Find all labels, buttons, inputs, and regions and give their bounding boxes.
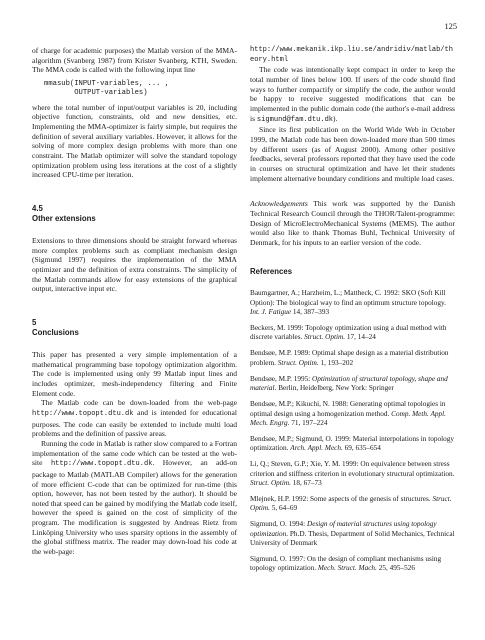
reference-source: Mech. Struct. Mach. bbox=[317, 564, 377, 573]
references-heading: References bbox=[250, 267, 293, 277]
reference-text: Baumgartner, A.; Harzheim, L.; Mattheck, C. 1992: SKO (Soft Kill Option): The biological way to find an optimum structure topology. bbox=[250, 289, 446, 307]
paragraph-conclusions: This paper has presented a very simple implementation of a mathematical programming base topology optimization algorithm. The code is implemented using only 99 Matlab input lines and includes optimizer, mesh-independency filtering and Finite Element code. bbox=[32, 349, 237, 398]
reference-text: Bendsøe, M.P. 1989: Optimal shape design as a material distribution problem. bbox=[250, 349, 449, 367]
left-column bbox=[32, 46, 237, 557]
paragraph-mma-intro: of charge for academic purposes) the Matlab version of the MMA-algorithm (Svanberg 1987) from Krister Svanberg, KTH, Sweden. The MMA code is called with the following input line bbox=[32, 46, 237, 75]
reference-text: Bendsøe, M.P.; Kikuchi, N. 1988: Generating optimal topologies in optimal design using a homogenization method. bbox=[250, 400, 446, 418]
paragraph-download bbox=[32, 398, 237, 439]
section-heading-5 bbox=[32, 318, 237, 338]
text: The Matlab code can be down-loaded from the web-page bbox=[41, 398, 237, 408]
paragraph-mma-details: where the total number of input/output variables is 20, including objective function, constraints, old and new densities, etc. Implementing the MMA-optimizer is fairly simple, but requires the definition of several auxiliary variables. However, it allows for the solving of more complex design problems with more than one constraint. The Matlab optimizer will solve the standard topology optimization problem using less iterations at the cost of a slightly increased CPU-time per iteration. bbox=[32, 102, 237, 180]
reference-item bbox=[250, 289, 455, 317]
reference-source: Int. J. Fatigue bbox=[250, 307, 292, 316]
section-title: Other extensions bbox=[32, 214, 96, 224]
reference-item bbox=[250, 555, 455, 573]
reference-source: Struct. Optim. bbox=[250, 478, 291, 487]
acknowledgements bbox=[250, 199, 455, 247]
reference-tail: . Ph.D. Thesis, Department of Solid Mechanics, Technical University of Denmark bbox=[250, 529, 455, 547]
reference-list bbox=[250, 289, 455, 573]
url-link[interactable]: http://www.topopt.dtu.dk bbox=[32, 409, 134, 418]
reference-tail: 14, 387–393 bbox=[291, 307, 330, 316]
paragraph-speed bbox=[32, 439, 237, 557]
url-link[interactable]: http://www.topopt.dtu.dk bbox=[50, 460, 153, 469]
url-link[interactable]: http://www.mekanik.ikp.liu.se/andridiv/matlab/theory.html bbox=[250, 46, 453, 64]
text: ). bbox=[333, 113, 338, 123]
reference-item bbox=[250, 375, 455, 393]
reference-source: Design of material structures using topology optimization bbox=[250, 520, 437, 538]
reference-source: Comp. Meth. Appl. Mech. Engrg. bbox=[250, 409, 446, 427]
reference-item bbox=[250, 495, 455, 513]
page-number: 125 bbox=[444, 22, 457, 31]
email-link[interactable]: sigmund@fam.dtu.dk bbox=[256, 115, 334, 124]
reference-tail: 71, 197–224 bbox=[289, 418, 328, 427]
reference-text: Sigmund, O. 1997: On the design of compliant mechanisms using topology optimization. bbox=[250, 554, 442, 573]
reference-source: Struct. Optim. bbox=[277, 358, 319, 367]
text: The code was intentionally kept compact in order to keep the total number of lines below 100. If users of the code should find ways to further compactify or simplify the code, the author would be happy to receive suggested modifications that can be implemented in the public domain code (the author's e-mail address is bbox=[250, 65, 455, 123]
reference-tail: 5, 64–69 bbox=[269, 504, 298, 513]
reference-text: Mlejnek, H.P. 1992: Some aspects of the genesis of structures. bbox=[250, 494, 433, 503]
reference-tail: 25, 495–526 bbox=[376, 564, 415, 573]
reference-tail: 18, 67–73 bbox=[290, 478, 322, 487]
reference-item bbox=[250, 349, 455, 367]
reference-tail: 69, 635–654 bbox=[342, 444, 381, 453]
section-heading-4-5 bbox=[32, 204, 237, 224]
code-line: OUTPUT-variables) bbox=[44, 89, 148, 98]
ack-label: Acknowledgements bbox=[250, 199, 308, 209]
reference-item bbox=[250, 520, 455, 548]
reference-item bbox=[250, 400, 455, 428]
reference-tail: . Berlin, Heidelberg, New York: Springer bbox=[274, 384, 394, 393]
reference-item bbox=[250, 435, 455, 453]
code-line: mmasub(INPUT-variables, ... , bbox=[44, 79, 170, 88]
reference-text: Bendsøe, M.P. 1995: bbox=[250, 374, 313, 383]
right-column bbox=[250, 46, 455, 580]
text: Running the code in Matlab is rather slow compared to a Fortran implementation of the same code which can be tested at the web-site bbox=[32, 438, 237, 468]
reference-text: Sigmund, O. 1994: bbox=[250, 520, 307, 529]
reference-tail: 17, 14–24 bbox=[345, 333, 376, 342]
reference-text: Beckers, M. 1999: Topology optimization using a dual method with discrete variables. bbox=[250, 324, 447, 342]
text: . However, an add-on package to Matlab (MATLAB Compiler) allows for the generation of more efficient C-code that can be optimized for run-time (this option, however, has not been tested by the author). It should be noted that speed can be gained by modifying the Matlab code itself, however the speed is gained on the cost of simplicity of the program. The modification is suggested by Andreas Rietz from Linköping University who uses sparsity options in the assembly of the global stiffness matrix. The reader may down-load his code at the web-page: bbox=[32, 458, 237, 557]
reference-source: Optimization of structural topology, shape and material bbox=[250, 374, 448, 393]
section-number: 5 bbox=[32, 317, 37, 327]
section-title: Conclusions bbox=[32, 327, 79, 337]
reference-text: Li, Q.; Steven, G.P.; Xie, Y. M. 1999: On equivalence between stress criterion and stiffness criterion in evolutionary structural optimization. bbox=[250, 460, 455, 478]
reference-text: Bendsøe, M.P.; Sigmund, O. 1999: Material interpolations in topology optimization. bbox=[250, 434, 454, 453]
reference-item bbox=[250, 460, 455, 488]
reference-source: Struct. Optim. bbox=[250, 494, 452, 513]
reference-item bbox=[250, 324, 455, 342]
paragraph-downloads: Since its first publication on the World Wide Web in October 1999, the Matlab code has been down-loaded more than 500 times by different users (as of August 2000). Among other positive feedbacks, several professors reported that they have used the code in courses on structural optimization and have let their students implement alternative boundary conditions and multiple load cases. bbox=[250, 125, 455, 183]
text: and is intended for educational purposes. The code can easily be extended to include multi load problems and the definition of passive areas. bbox=[32, 407, 237, 439]
paragraph-extensions: Extensions to three dimensions should be straight forward whereas more complex problems such as compliant mechanism design (Sigmund 1997) requires the implementation of the MMA optimizer and the definition of extra constraints. The simplicity of the Matlab commands allow for easy extensions of the graphical output, interactive input etc. bbox=[32, 236, 237, 294]
paragraph-compact-code bbox=[250, 65, 455, 125]
reference-tail: 1, 193–202 bbox=[318, 358, 354, 367]
reference-source: Struct. Optim. bbox=[304, 333, 346, 342]
section-number: 4.5 bbox=[32, 204, 43, 214]
ack-text: This work was supported by the Danish Technical Research Council through the THOR/Talent-programme: Design of MicroElectroMechanical Systems (MEMS). The author would also like to thank Thomas Buhl, Technical University of Denmark, for his inputs to an earlier version of the code. bbox=[250, 199, 455, 247]
code-block bbox=[44, 80, 237, 99]
reference-source: Arch. Appl. Mech. bbox=[290, 444, 343, 453]
